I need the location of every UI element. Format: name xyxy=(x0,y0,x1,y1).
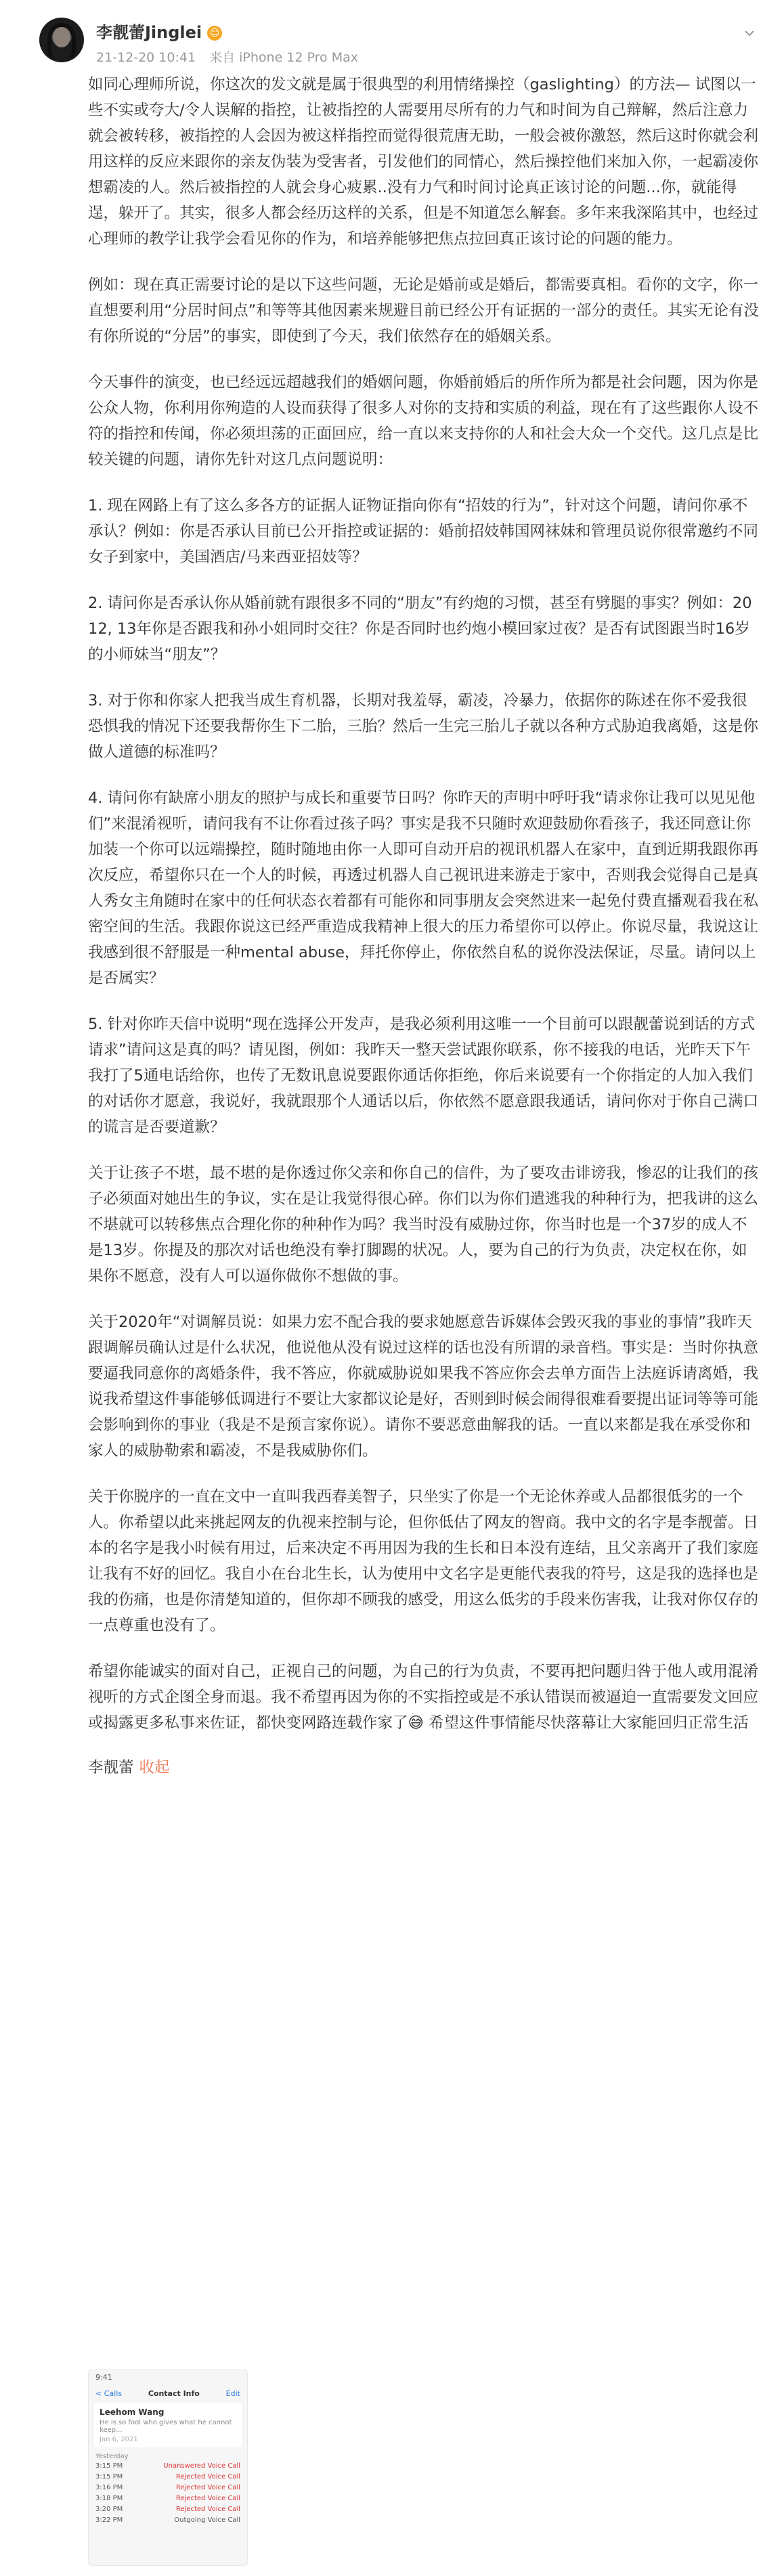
contact-name: Leehom Wang xyxy=(100,2407,165,2417)
paragraph: 例如：现在真正需要讨论的是以下这些问题，无论是婚前或是婚后，都需要真相。看你的文字，你一直想要利用“分居时间点”和等等其他因素来规避目前已经公开有证据的一部分的责任。其实无论有没有你所说的“分居”的事实，即使到了今天，我们依然存在的婚姻关系。 xyxy=(88,276,759,345)
contact-date: Jan 6, 2021 xyxy=(100,2436,138,2443)
call-type: Rejected Voice Call xyxy=(175,2506,240,2513)
collapse-link[interactable]: 收起 xyxy=(139,1759,170,1776)
call-time: 3:18 PM xyxy=(95,2495,123,2502)
footer-author[interactable]: 李靓蕾 xyxy=(88,1759,134,1776)
paragraph: 1. 现在网路上有了这么多各方的证据人证物证指向你有“招妓的行为”，针对这个问题，请问你承不承认？例如：你是否承认目前已公开指控或证据的：婚前招妓韩国网袜妹和管理员说你很常邀约不同女子到家中，美国酒店/马来西亚招妓等？ xyxy=(88,497,759,566)
paragraph: 希望你能诚实的面对自己，正视自己的问题，为自己的行为负责，不要再把问题归咎于他人或用混淆视听的方式企图全身而退。我不希望再因为你的不实指控或是不承认错误而被逼迫一直需要发文回应或揭露更多私事来佐证，都快变网路连载作家了😅 希望这件事情能尽快落幕让大家能回归正常生活 xyxy=(88,1663,759,1732)
paragraph: 关于2020年“对调解员说：如果力宏不配合我的要求她愿意告诉媒体会毁灭我的事业的事情”我昨天跟调解员确认过是什么状况，他说他从没有说过这样的话也没有所谓的录音档。事实是：当时你执意要逼我同意你的离婚条件，我不答应，你就威胁说如果我不答应你会去单方面告上法庭诉请离婚，我说我希望这件事能够低调进行不要让大家都议论是好，否则到时候会闹得很难看要提出证词等等可能会影响到你的事业（我是不是预言家你说）。请你不要恶意曲解我的话。一直以来都是我在承受你和家人的威胁勒索和霸凌，不是我威胁你们。 xyxy=(88,1313,759,1460)
edit-link: Edit xyxy=(225,2389,240,2398)
contact-card xyxy=(94,2403,242,2447)
call-type: Unanswered Voice Call xyxy=(163,2462,240,2470)
call-row xyxy=(95,2462,240,2471)
post-meta xyxy=(96,47,368,66)
call-time: 3:20 PM xyxy=(95,2506,123,2513)
author-name-text[interactable]: 李靓蕾Jinglei xyxy=(96,23,202,42)
paragraph: 4. 请问你有缺席小朋友的照护与成长和重要节日吗？你昨天的声明中呼吁我“请求你让我可以见见他们”来混淆视听，请问我有不让你看过孩子吗？事实是我不只随时欢迎鼓励你看孩子，我还同意让你加装一个你可以远端操控，随时随地由你一人即可自动开启的视讯机器人在家中，直到近期我跟你再次反应，希望你只在一个人的时候，再透过机器人自己视讯进来游走于家中，否则我会觉得自己是真人秀女主角随时在家中的任何状态衣着都有可能你和同事朋友会突然进来一起免付费直播观看我在私密空间的生活。我跟你说这已经严重造成我精神上很大的压力希望你可以停止。你说尽量，我说这让我感到很不舒服是一种mental abuse，拜托你停止，你依然自私的说你没法保证，尽量。请问以上是否属实？ xyxy=(88,789,759,987)
post-timestamp: 21-12-20 10:41 xyxy=(96,50,196,65)
back-link: < Calls xyxy=(95,2389,122,2398)
avatar[interactable] xyxy=(39,18,84,62)
call-row xyxy=(95,2516,240,2525)
call-time: 3:15 PM xyxy=(95,2473,123,2481)
call-type: Rejected Voice Call xyxy=(175,2473,240,2481)
call-row xyxy=(95,2483,240,2493)
post-header xyxy=(39,18,757,72)
paragraph: 2. 请问你是否承认你从婚前就有跟很多不同的“朋友”有约炮的习惯，甚至有劈腿的事实？例如：2012, 13年你是否跟我和孙小姐同时交往？你是否同时也约炮小模回家过夜？是否有试图跟当时16岁的小师妹当“朋友”？ xyxy=(88,594,752,663)
call-section-label: Yesterday xyxy=(95,2453,129,2460)
avatar-face xyxy=(53,27,70,47)
contact-status: He is so fool who gives what he cannot keep... xyxy=(100,2419,232,2434)
call-row xyxy=(95,2494,240,2504)
paragraph: 如同心理师所说，你这次的发文就是属于很典型的利用情绪操控（gaslighting）的方法— 试图以一些不实或夸大/令人误解的指控，让被指控的人需要用尽所有的力气和时间为自己辩解，然后注意力就会被转移，被指控的人会因为被这样指控而觉得很荒唐无助，一般会被你激怒，然后这时你就会利用这样的反应来跟你的亲友伪装为受害者，引发他们的同情心，然后操控他们来加入你，一起霸凌你想霸凌的人。然后被指控的人就会身心疲累..没有力气和时间讨论真正该讨论的问题...你，就能得逞，躲开了。其实，很多人都会经历这样的关系，但是不知道怎么解套。多年来我深陷其中，也经过心理师的教学让我学会看见你的作为，和培养能够把焦点拉回真正该讨论的问题的能力。 xyxy=(88,76,759,248)
call-type: Outgoing Voice Call xyxy=(174,2516,240,2524)
call-type: Rejected Voice Call xyxy=(175,2484,240,2491)
call-time: 3:22 PM xyxy=(95,2516,123,2524)
call-type: Rejected Voice Call xyxy=(175,2495,240,2502)
phone-title: Contact Info xyxy=(148,2389,200,2398)
call-row xyxy=(95,2505,240,2514)
post-footer xyxy=(88,1756,760,1779)
phone-status-bar: 9:41 xyxy=(95,2373,112,2382)
paragraph: 5. 针对你昨天信中说明“现在选择公开发声，是我必须利用这唯一一个目前可以跟靓蕾说到话的方式请求”请问这是真的吗？请见图，例如：我昨天一整天尝试跟你联系，你不接我的电话，光昨天下午我打了5通电话给你，也传了无数讯息说要跟你通话你拒绝，你后来说要有一个你指定的人加入我们的对话你才愿意，我说好，我就跟那个人通话以后，你依然不愿意跟我通话，请问你对于你自己满口的谎言是否要道歉？ xyxy=(88,1016,759,1136)
author-name[interactable] xyxy=(96,19,222,43)
phone-topbar xyxy=(89,2388,247,2399)
paragraph: 关于你脱序的一直在文中一直叫我西春美智子，只坐实了你是一个无论休养或人品都很低劣的一个人。你希望以此来挑起网友的仇视来控制与论，但你低估了网友的智商。我中文的名字是李靓蕾。日本的名字是我小时候有用过，后来决定不再用因为我的生长和日本没有连结，且父亲离开了我们家庭让我有不好的回忆。我自小在台北生长，认为使用中文名字是更能代表我的符号，这是我的选择也是我的伤痛，也是你清楚知道的，但你却不顾我的感受，用这么低劣的手段来伤害我，让我对你仅存的一点尊重也没有了。 xyxy=(88,1488,759,1634)
chevron-down-icon[interactable] xyxy=(742,26,757,41)
post-source: 来自 iPhone 12 Pro Max xyxy=(209,50,358,65)
smile-badge-icon: ☺ xyxy=(207,26,222,41)
post-body xyxy=(88,72,760,1779)
call-row xyxy=(95,2472,240,2482)
paragraph: 今天事件的演变，也已经远远超越我们的婚姻问题，你婚前婚后的所作所为都是社会问题，因为你是公众人物，你利用你殉造的人设而获得了很多人对你的支持和实质的利益，现在有了这些跟你人设不符的指控和传闻，你必须坦荡的正面回应，给一直以来支持你的人和社会大众一个交代。这几点是比较关键的问题，请你先针对这几点问题说明： xyxy=(88,374,759,468)
paragraph: 关于让孩子不堪，最不堪的是你透过你父亲和你自己的信件，为了要攻击诽谤我，惨忍的让我们的孩子必须面对她出生的争议，实在是让我觉得很心碎。你们以为你们遣逃我的种种行为，把我讲的这么不堪就可以转移焦点合理化你的种种作为吗？我当时没有威胁过你，你当时也是一个37岁的成人不是13岁。你提及的那次对话也绝没有拳打脚踢的状况。人，要为自己的行为负责，决定权在你，如果你不愿意，没有人可以逼你做你不想做的事。 xyxy=(88,1164,759,1285)
call-time: 3:15 PM xyxy=(95,2462,123,2470)
paragraph: 3. 对于你和你家人把我当成生育机器，长期对我羞辱，霸凌，冷暴力，依据你的陈述在你不爱我很恐惧我的情况下还要我帮你生下二胎，三胎？然后一生完三胎儿子就以各种方式胁迫我离婚，这是你做人道德的标准吗？ xyxy=(88,692,759,761)
call-time: 3:16 PM xyxy=(95,2484,123,2491)
attachment-image[interactable] xyxy=(88,2370,248,2566)
